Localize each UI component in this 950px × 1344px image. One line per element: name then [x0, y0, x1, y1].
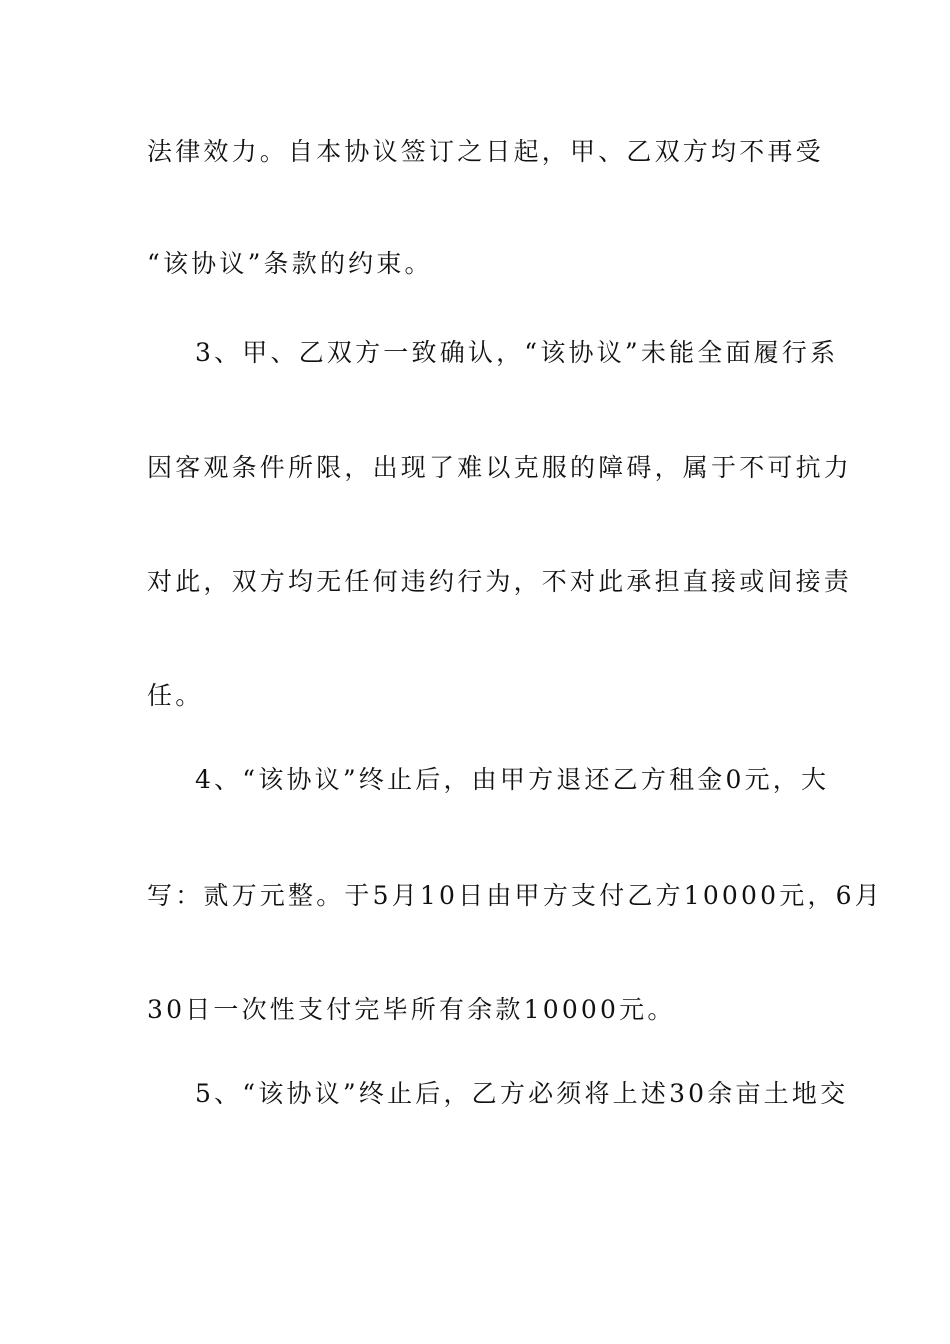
body-text-line: 写：贰万元整。于5月10日由甲方支付乙方10000元，6月: [147, 881, 883, 910]
body-text-line: 任。: [147, 681, 204, 710]
body-text-line: 法律效力。自本协议签订之日起，甲、乙双方均不再受: [147, 137, 824, 166]
body-text-line: 因客观条件所限，出现了难以克服的障碍，属于不可抗力: [147, 453, 853, 482]
body-text-line: 对此，双方均无任何违约行为，不对此承担直接或间接责: [147, 567, 853, 596]
body-text-line: “该协议”条款的约束。: [147, 249, 433, 278]
clause-5-line: 5、“该协议”终止后，乙方必须将上述30余亩土地交: [195, 1079, 849, 1108]
clause-4-line: 4、“该协议”终止后，由甲方退还乙方租金0元，大: [195, 765, 830, 794]
clause-3-line: 3、甲、乙双方一致确认，“该协议”未能全面履行系: [195, 338, 839, 367]
body-text-line: 30日一次性支付完毕所有余款10000元。: [147, 995, 676, 1024]
